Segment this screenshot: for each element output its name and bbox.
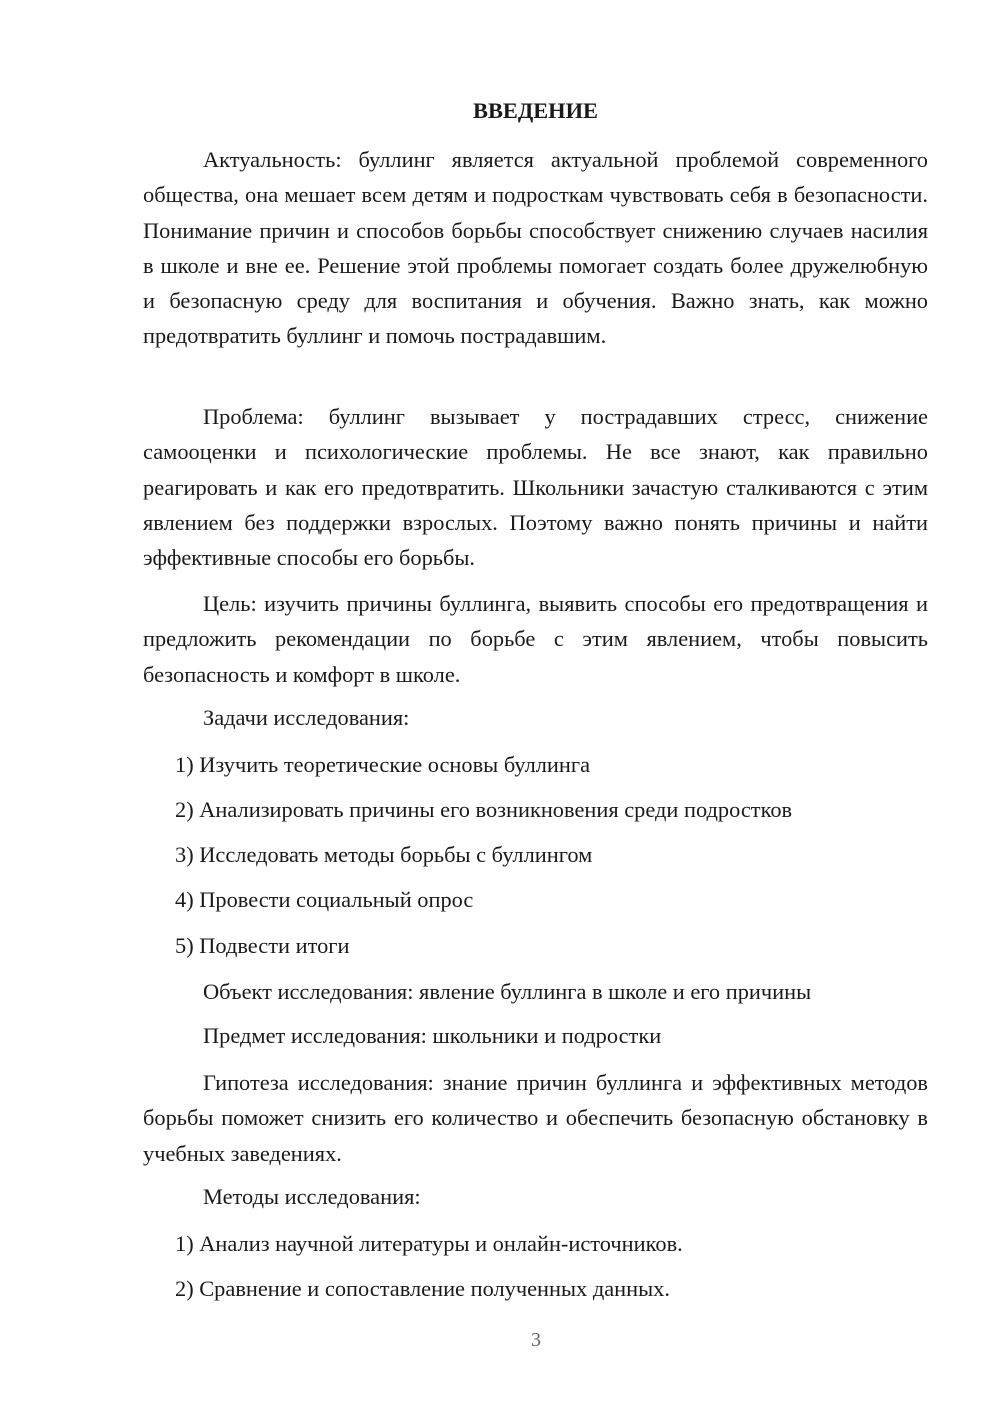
research-object: Объект исследования: явление буллинга в школе и его причины [203,979,812,1004]
page-number: 3 [531,1329,541,1351]
method-item: 2) Сравнение и сопоставление полученных данных. [175,1276,670,1301]
goal-paragraph: Цель: изучить причины буллинга, выявить способы его предотвращения и предложить рекомендации по борьбе с этим явлением, чтобы повысить безопасность и комфорт в школе. [143,591,928,687]
task-item: 5) Подвести итоги [175,933,350,958]
research-subject: Предмет исследования: школьники и подростки [203,1023,662,1048]
hypothesis-paragraph: Гипотеза исследования: знание причин буллинга и эффективных методов борьбы поможет снизить его количество и обеспечить безопасную обстановку в учебных заведениях. [143,1070,928,1166]
task-item: 3) Исследовать методы борьбы с буллингом [175,842,593,867]
methods-heading: Методы исследования: [203,1184,421,1209]
method-item: 1) Анализ научной литературы и онлайн-источников. [175,1231,683,1256]
section-title: ВВЕДЕНИЕ [473,98,598,123]
task-item: 2) Анализировать причины его возникновения среди подростков [175,797,793,822]
relevance-paragraph: Актуальность: буллинг является актуальной проблемой современного общества, она мешает всем детям и подросткам чувствовать себя в безопасности. Понимание причин и способов борьбы способствует снижению случаев насилия в школе и вне ее. Решение этой проблемы помогает создать более дружелюбную и безопасную среду для воспитания и обучения. Важно знать, как можно предотвратить буллинг и помочь пострадавшим. [143,147,928,349]
tasks-heading: Задачи исследования: [203,705,410,730]
task-item: 1) Изучить теоретические основы буллинга [175,752,591,777]
problem-paragraph: Проблема: буллинг вызывает у пострадавших стресс, снижение самооценки и психологические проблемы. Не все знают, как правильно реагировать и как его предотвратить. Школьники зачастую сталкиваются с этим явлением без поддержки взрослых. Поэтому важно понять причины и найти эффективные способы его борьбы. [143,404,928,571]
task-item: 4) Провести социальный опрос [175,887,474,912]
